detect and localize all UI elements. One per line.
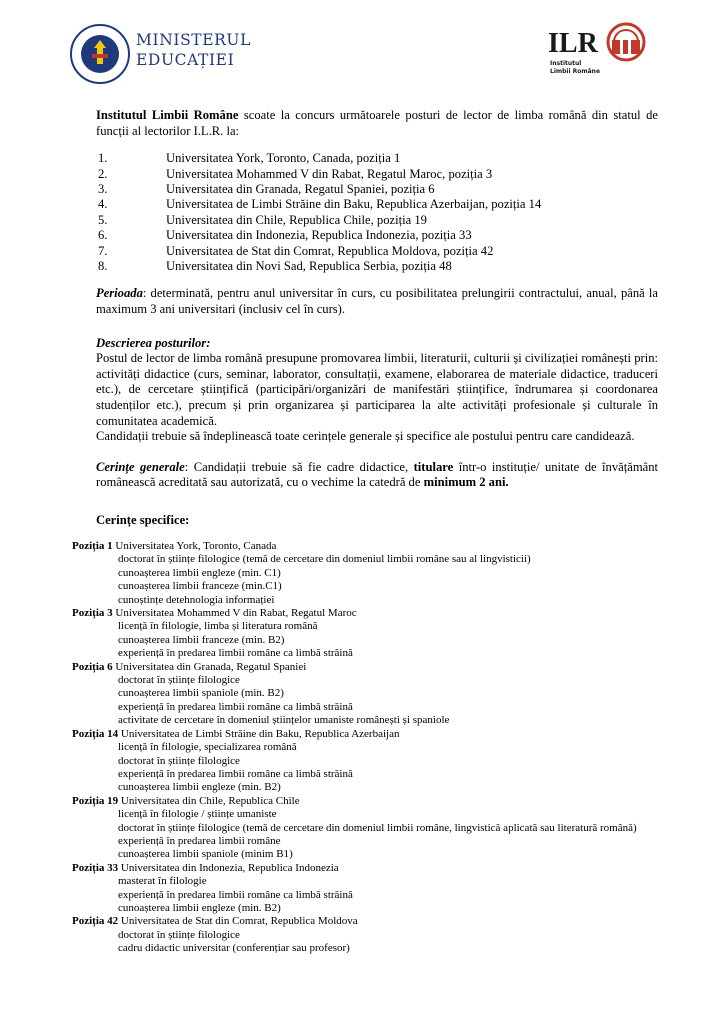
page-header bbox=[0, 0, 725, 90]
requirement-item: masterat în filologie bbox=[118, 875, 207, 888]
description-section bbox=[96, 336, 658, 445]
list-item-number: 3. bbox=[98, 182, 108, 196]
position-name: Poziția 42 bbox=[72, 915, 119, 928]
description-body: Postul de lector de limba română presupune promovarea limbii, literaturii, culturii și civilizației românești prin: activități didactice (curs, seminar, laborator, consultații, examene, elaborarea de materiale didactice, traduceri etc.), de cercetare științifică (participări/organizări de manifestări științifice, îndrumarea și coordonarea studenților etc.), precum și prin organizarea și participarea la alte activități profesionale și culturale în comunitatea academică. bbox=[96, 351, 658, 428]
general-text-2: într-o instituție/ unitate de învățământ românească acreditată sau autorizată, cu o vechime la catedră de bbox=[96, 459, 659, 490]
requirement-item: cunoștințe detehnologia informației bbox=[118, 593, 275, 606]
requirement-item: experiență în predarea limbii române bbox=[118, 834, 281, 847]
list-item bbox=[96, 151, 658, 166]
ministry-line-2: EDUCAȚIEI bbox=[136, 51, 235, 69]
requirement-item: doctorat în științe filologice (temă de cercetare din domeniul limbii române sau al lingvisticii) bbox=[118, 553, 531, 566]
intro-paragraph bbox=[96, 108, 658, 139]
period-label: Perioada bbox=[96, 286, 143, 301]
position-block bbox=[72, 795, 662, 862]
list-item-text: Universitatea din Indonezia, Republica Indonezia, poziția 33 bbox=[166, 228, 472, 243]
requirement-item: activitate de cercetare în domeniul științelor umaniste românești și spaniole bbox=[118, 714, 450, 727]
requirement-item: cadru didactic universitar (conferențiar sau profesor) bbox=[118, 942, 350, 955]
position-block bbox=[72, 540, 662, 607]
position-place: Universitatea Mohammed V din Rabat, Regatul Maroc bbox=[112, 607, 357, 620]
period-paragraph bbox=[96, 286, 658, 317]
position-block bbox=[72, 728, 662, 795]
requirement-item: experiență în predarea limbii române ca limbă străină bbox=[118, 700, 353, 713]
requirement-item: cunoașterea limbii engleze (min. B2) bbox=[118, 781, 281, 794]
description-title: Descrierea posturilor: bbox=[96, 335, 211, 350]
position-name: Poziția 6 bbox=[72, 660, 113, 673]
ilr-logo bbox=[546, 20, 658, 78]
list-item-text: Universitatea Mohammed V din Rabat, Regatul Maroc, poziția 3 bbox=[166, 166, 493, 181]
general-bold-1: titulare bbox=[413, 459, 454, 474]
requirement-item: doctorat în științe filologice bbox=[118, 754, 240, 767]
requirement-item: experiență în predarea limbii române ca limbă străină bbox=[118, 767, 353, 780]
list-item bbox=[96, 259, 658, 274]
requirement-item: cunoașterea limbii spaniole (min. B2) bbox=[118, 687, 284, 700]
requirement-item: licență în filologie / științe umaniste bbox=[118, 808, 277, 821]
period-text: : determinată, pentru anul universitar în curs, cu posibilitatea prelungirii contractului, anual, până la maximum 3 ani universitari (inclusiv cel în curs). bbox=[96, 286, 658, 317]
list-item-text: Universitatea York, Toronto, Canada, poziția 1 bbox=[166, 151, 401, 166]
description-candidates: Candidații trebuie să îndeplinească toate cerințele generale și specifice ale postului pentru care candidează. bbox=[96, 429, 635, 444]
position-heading bbox=[72, 915, 662, 928]
list-item-number: 4. bbox=[98, 197, 108, 212]
general-requirements bbox=[96, 460, 658, 491]
institute-name: Institutul Limbii Române bbox=[96, 108, 239, 122]
list-item-number: 2. bbox=[98, 166, 108, 181]
position-name: Poziția 3 bbox=[72, 607, 113, 620]
ministry-name bbox=[136, 30, 251, 70]
list-item-text: Universitatea din Chile, Republica Chile, poziția 19 bbox=[166, 212, 427, 227]
requirement-item: doctorat în științe filologice (temă de cercetare din domeniul limbii române, lingvistică aplicată sau literatură română) bbox=[118, 821, 637, 834]
general-text-1: : Candidații trebuie să fie cadre didactice, bbox=[184, 459, 414, 474]
list-item bbox=[96, 197, 658, 212]
list-item-number: 5. bbox=[98, 212, 108, 227]
list-item-text: Universitatea din Granada, Regatul Spaniei, poziția 6 bbox=[166, 182, 435, 196]
list-item-number: 8. bbox=[98, 259, 108, 274]
specific-requirements bbox=[72, 513, 662, 956]
positions-list bbox=[72, 540, 662, 956]
position-heading bbox=[72, 607, 662, 620]
position-heading bbox=[72, 661, 662, 674]
position-block bbox=[72, 607, 662, 661]
list-item-number: 7. bbox=[98, 243, 108, 258]
ministry-line-1: MINISTERUL bbox=[136, 31, 251, 49]
list-item bbox=[96, 182, 658, 197]
ilr-caption-2: Limbii Române bbox=[550, 68, 601, 75]
requirement-item: doctorat în științe filologice bbox=[118, 928, 240, 941]
requirement-item: experiență în predarea limbii române ca limbă străină bbox=[118, 647, 353, 660]
position-heading bbox=[72, 540, 662, 553]
requirement-item: cunoașterea limbii spaniole (minim B1) bbox=[118, 848, 293, 861]
list-item-text: Universitatea de Stat din Comrat, Republica Moldova, poziția 42 bbox=[166, 243, 494, 258]
list-item bbox=[96, 167, 658, 182]
requirement-item: cunoașterea limbii franceze (min. B2) bbox=[118, 633, 285, 646]
requirement-item: licență în filologie, specializarea română bbox=[118, 741, 297, 754]
list-item-text: Universitatea de Limbi Străine din Baku, Republica Azerbaijan, poziția 14 bbox=[166, 197, 542, 212]
list-item bbox=[96, 228, 658, 243]
ilr-caption-1: Institutul bbox=[550, 60, 582, 67]
position-block bbox=[72, 862, 662, 916]
government-seal-icon bbox=[70, 24, 130, 84]
position-name: Poziția 19 bbox=[72, 794, 119, 807]
list-item bbox=[96, 213, 658, 228]
position-name: Poziția 14 bbox=[72, 727, 119, 740]
position-place: Universitatea de Limbi Străine din Baku, Republica Azerbaijan bbox=[118, 727, 400, 740]
position-block bbox=[72, 915, 662, 955]
list-item bbox=[96, 244, 658, 259]
specific-title: Cerințe specifice: bbox=[96, 513, 190, 527]
position-place: Universitatea de Stat din Comrat, Republica Moldova bbox=[118, 915, 358, 928]
list-item-number: 6. bbox=[98, 228, 108, 243]
position-heading bbox=[72, 728, 662, 741]
position-place: Universitatea din Chile, Republica Chile bbox=[118, 794, 300, 807]
general-label: Cerințe generale bbox=[96, 459, 185, 474]
position-name: Poziția 1 bbox=[72, 540, 113, 552]
list-item-text: Universitatea din Novi Sad, Republica Serbia, poziția 48 bbox=[166, 259, 452, 274]
university-list bbox=[96, 151, 658, 274]
position-heading bbox=[72, 862, 662, 875]
position-place: Universitatea din Indonezia, Republica Indonezia bbox=[118, 861, 339, 874]
list-item-number: 1. bbox=[98, 151, 108, 166]
intro-text: scoate la concurs următoarele posturi de lector de limba română din statul de funcții al lectorilor I.L.R. la: bbox=[96, 108, 658, 138]
position-place: Universitatea din Granada, Regatul Spaniei bbox=[112, 660, 307, 673]
position-name: Poziția 33 bbox=[72, 861, 119, 874]
position-heading bbox=[72, 795, 662, 808]
requirement-item: cunoașterea limbii franceze (min.C1) bbox=[118, 580, 282, 593]
requirement-item: cunoașterea limbii engleze (min. B2) bbox=[118, 901, 281, 914]
ilr-logo-letters: ILR bbox=[548, 28, 598, 59]
requirement-item: licență în filologie, limba și literatura română bbox=[118, 620, 318, 633]
position-place: Universitatea York, Toronto, Canada bbox=[112, 540, 277, 552]
position-block bbox=[72, 661, 662, 728]
requirement-item: cunoașterea limbii engleze (min. C1) bbox=[118, 566, 281, 579]
general-bold-2: minimum 2 ani. bbox=[423, 475, 509, 490]
requirement-item: experiență în predarea limbii române ca limbă străină bbox=[118, 888, 353, 901]
requirement-item: doctorat în științe filologice bbox=[118, 674, 240, 687]
announcement-body bbox=[96, 108, 658, 491]
